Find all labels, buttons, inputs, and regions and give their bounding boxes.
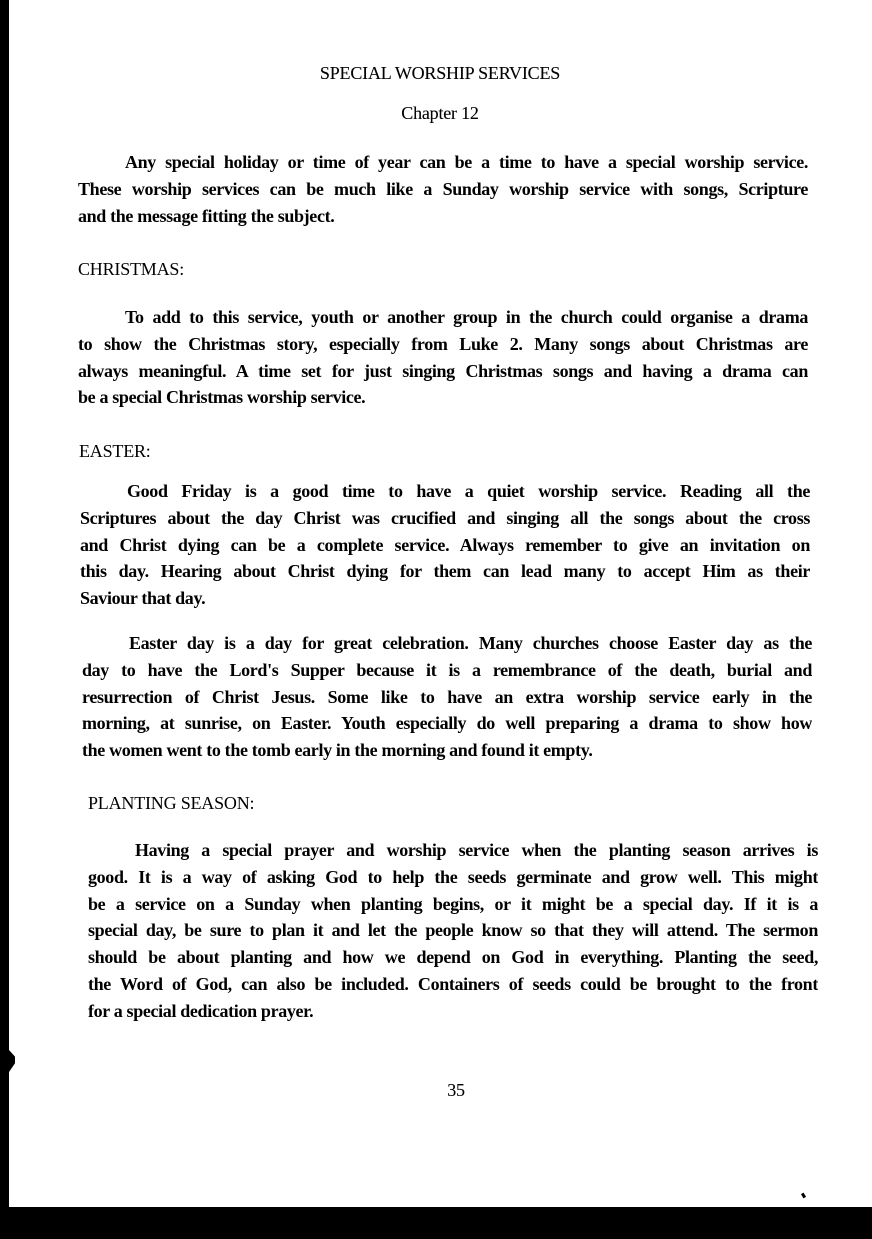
section-heading-easter: EASTER: [79, 441, 151, 461]
good-friday-paragraph [80, 480, 810, 614]
intro-paragraph [78, 151, 808, 231]
text-line: the Word of God, can also be included. Containers of seeds could be brought to the front [88, 973, 818, 994]
text-line: for a special dedication prayer. [88, 1000, 314, 1021]
text-line: Saviour that day. [80, 588, 206, 609]
scan-border-bottom [0, 1207, 872, 1239]
text-line: be a special Christmas worship service. [78, 387, 366, 408]
text-line: These worship services can be much like a Sunday worship service with songs, Scripture [78, 178, 808, 199]
text-line: be a service on a Sunday when planting begins, or it might be a special day. If it is a [88, 893, 818, 914]
page-number: 35 [447, 1080, 465, 1100]
page-title: SPECIAL WORSHIP SERVICES [319, 63, 561, 83]
text-line: morning, at sunrise, on Easter. Youth especially do well preparing a drama to show how [82, 713, 812, 734]
text-line: Good Friday is a good time to have a quiet worship service. Reading all the [127, 481, 810, 501]
christmas-paragraph [78, 306, 808, 413]
section-heading-christmas: CHRISTMAS: [78, 259, 185, 279]
text-line: To add to this service, youth or another group in the church could organise a drama [125, 307, 808, 327]
chapter-label: Chapter 12 [401, 103, 479, 123]
text-line: always meaningful. A time set for just singing Christmas songs and having a drama can [78, 360, 808, 381]
text-line: Any special holiday or time of year can be a time to have a special worship service. [125, 152, 808, 172]
scan-speck [801, 1193, 806, 1199]
scan-border-notch [9, 1050, 15, 1072]
scan-border-left [0, 0, 9, 1239]
planting-paragraph [88, 839, 818, 1027]
section-heading-planting-season: PLANTING SEASON: [88, 793, 255, 813]
text-line: and Christ dying can be a complete service. Always remember to give an invitation on [80, 534, 810, 555]
text-line: this day. Hearing about Christ dying for them can lead many to accept Him as their [80, 561, 810, 582]
text-line: and the message fitting the subject. [78, 205, 335, 226]
text-line: Having a special prayer and worship service when the planting season arrives is [135, 840, 818, 860]
text-line: should be about planting and how we depend on God in everything. Planting the seed, [88, 947, 818, 968]
text-line: the women went to the tomb early in the morning and found it empty. [82, 740, 593, 761]
text-line: day to have the Lord's Supper because it is a remembrance of the death, burial and [82, 659, 812, 680]
text-line: resurrection of Christ Jesus. Some like to have an extra worship service early in the [82, 686, 812, 707]
text-line: Scriptures about the day Christ was crucified and singing all the songs about the cross [80, 507, 810, 528]
text-line: Easter day is a day for great celebration. Many churches choose Easter day as the [129, 633, 812, 653]
text-line: special day, be sure to plan it and let the people know so that they will attend. The sermon [88, 920, 818, 941]
text-line: good. It is a way of asking God to help the seeds germinate and grow well. This might [88, 866, 818, 887]
easter-day-paragraph [82, 632, 812, 766]
text-line: to show the Christmas story, especially from Luke 2. Many songs about Christmas are [78, 333, 808, 354]
